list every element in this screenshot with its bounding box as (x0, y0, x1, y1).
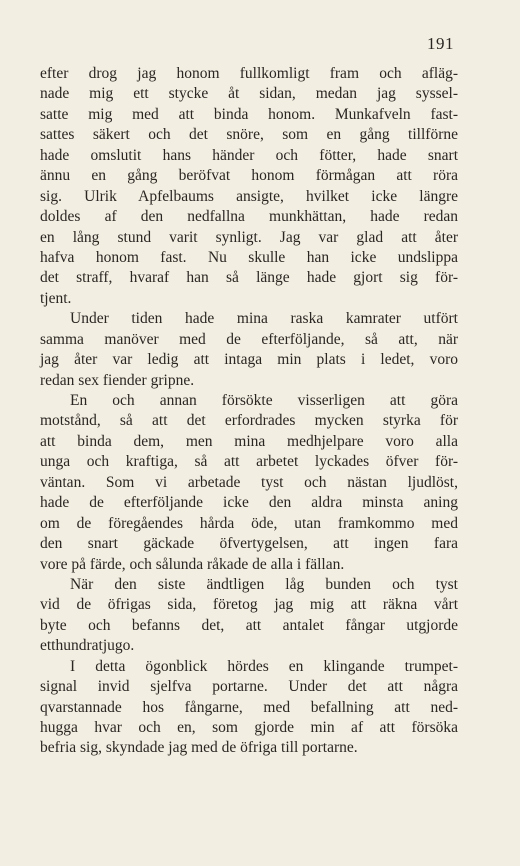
text-line: om de föregåendes hårda öde, utan framkommo med (40, 514, 458, 532)
text-line: Under tiden hade mina raska kamrater utfört (70, 310, 458, 328)
text-line: redan sex fiender gripne. (40, 371, 195, 389)
text-line: en lång stund varit synligt. Jag var glad att åter (40, 228, 458, 246)
text-line: När den siste ändtligen låg bunden och tyst (70, 575, 458, 593)
text-line: tjent. (40, 289, 72, 307)
text-line: efter drog jag honom fullkomligt fram och afläg- (40, 65, 458, 82)
text-line: doldes af den nedfallna munkhättan, hade redan (40, 208, 458, 226)
text-line: befria sig, skyndade jag med de öfriga till portarne. (40, 739, 358, 757)
page-number: 191 (427, 34, 454, 53)
text-line: sig. Ulrik Apfelbaums ansigte, hvilket icke längre (40, 187, 458, 205)
text-line: qvarstannade hos fångarne, med befallning att ned- (40, 698, 458, 716)
text-line: unga och kraftiga, så att arbetet lyckades öfver för- (40, 453, 458, 471)
text-line: vore på färde, och sålunda råkade de alla i fällan. (40, 555, 345, 573)
text-line: hugga hvar och en, som gjorde min af att försöka (40, 719, 458, 736)
text-line: satte mig med att binda honom. Munkafveln fast- (40, 105, 458, 123)
text-line: hade omslutit hans händer och fötter, hade snart (40, 146, 458, 164)
text-line: motstånd, så att det erfordrades mycken styrka för (40, 412, 458, 430)
text-line: hafva honom fast. Nu skulle han icke undslippa (40, 248, 458, 266)
text-line: vid de öfrigas sida, företog jag mig att räkna vårt (40, 596, 458, 614)
text-line: den snart gäckade öfvertygelsen, att ingen fara (40, 535, 458, 553)
text-line: ännu en gång beröfvat honom förmågan att röra (40, 167, 458, 185)
text-line: I detta ögonblick hördes en klingande trumpet- (70, 657, 458, 675)
text-line: etthundratjugo. (40, 637, 135, 655)
text-line: samma manöver med de efterföljande, så att, när (40, 330, 458, 348)
text-line: signal invid sjelfva portarne. Under det att några (40, 678, 458, 696)
text-line: hade de efterföljande icke den aldra minsta aning (40, 494, 458, 512)
text-line: det straff, hvaraf han så länge hade gjort sig för- (40, 269, 458, 287)
text-line: sattes säkert och det snöre, som en gång tillförne (40, 126, 458, 144)
text-line: väntan. Som vi arbetade tyst och nästan ljudlöst, (40, 473, 458, 491)
body-text (40, 64, 458, 759)
text-line: att binda dem, men mina medhjelpare voro alla (40, 432, 458, 450)
text-line: jag åter var ledig att intaga min plats i ledet, voro (40, 351, 458, 369)
text-line: En och annan försökte visserligen att göra (70, 392, 458, 409)
text-line: byte och befanns det, att antalet fångar utgjorde (40, 616, 458, 634)
text-line: nade mig ett stycke åt sidan, medan jag syssel- (40, 85, 458, 103)
